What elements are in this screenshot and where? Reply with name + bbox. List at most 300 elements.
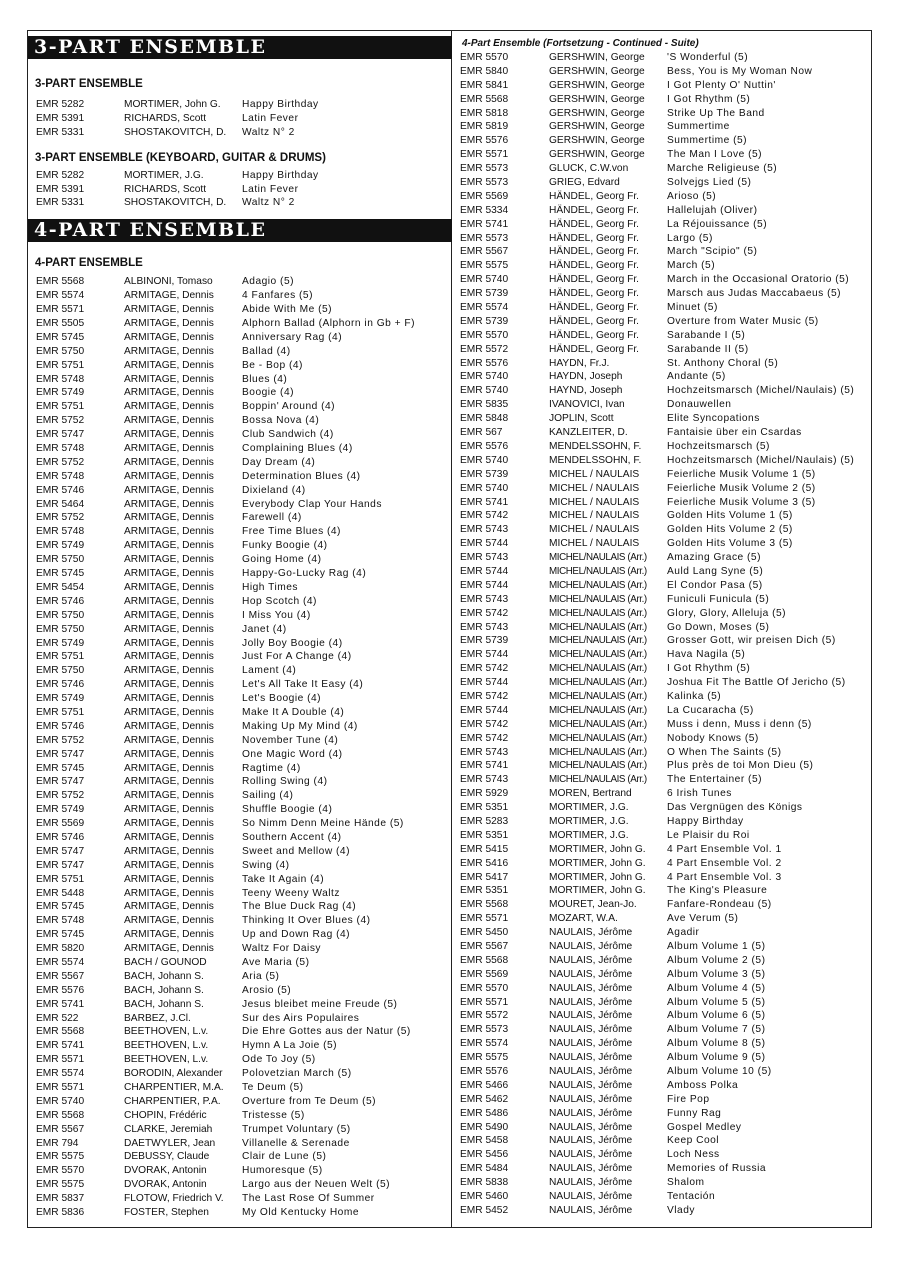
catalog-number: EMR 5743 <box>460 524 509 536</box>
catalog-row <box>456 954 866 968</box>
catalog-number: EMR 5351 <box>460 802 509 814</box>
catalog-number: EMR 5490 <box>460 1121 509 1133</box>
piece-title: 4 Part Ensemble Vol. 3 <box>667 871 782 883</box>
catalog-number: EMR 5282 <box>36 99 85 110</box>
composer: HAYND, Joseph <box>549 385 623 397</box>
piece-title: 4 Part Ensemble Vol. 2 <box>667 857 782 869</box>
piece-title: Anniversary Rag (4) <box>242 331 343 343</box>
catalog-row <box>27 345 452 359</box>
piece-title: Amboss Polka <box>667 1079 739 1091</box>
catalog-number: EMR 5571 <box>460 913 509 925</box>
catalog-number: EMR 5282 <box>36 169 85 181</box>
catalog-row <box>456 51 866 65</box>
composer: BACH, Johann S. <box>124 998 204 1010</box>
catalog-number: EMR 5575 <box>460 1052 509 1064</box>
composer: ARMITAGE, Dennis <box>124 484 214 496</box>
catalog-row <box>456 426 866 440</box>
piece-title: Villanelle & Serenade <box>242 1137 350 1149</box>
composer: ARMITAGE, Dennis <box>124 790 214 802</box>
composer: ARMITAGE, Dennis <box>124 540 214 552</box>
catalog-number: EMR 5569 <box>460 190 509 202</box>
composer: NAULAIS, Jérôme <box>549 1177 633 1189</box>
catalog-number: EMR 5454 <box>36 581 85 593</box>
catalog-row <box>456 634 866 648</box>
piece-title: Thinking It Over Blues (4) <box>242 915 371 927</box>
composer: HÄNDEL, Georg Fr. <box>549 232 640 244</box>
piece-title: Arioso (5) <box>667 190 717 202</box>
section-title-4-part: 4-PART ENSEMBLE <box>35 257 143 270</box>
catalog-number: EMR 5466 <box>460 1079 509 1091</box>
catalog-number: EMR 5573 <box>460 163 509 175</box>
catalog-row <box>27 567 452 581</box>
catalog-row <box>27 942 452 956</box>
catalog-row <box>456 773 866 787</box>
composer: MICHEL/NAULAIS (Arr.) <box>549 663 647 675</box>
right-column <box>456 0 866 1218</box>
composer: MOREN, Bertrand <box>549 788 632 800</box>
catalog-row <box>456 593 866 607</box>
catalog-row <box>456 1204 866 1218</box>
composer: MICHEL/NAULAIS (Arr.) <box>549 677 647 689</box>
catalog-number: EMR 5744 <box>460 538 509 550</box>
catalog-row <box>27 196 452 210</box>
piece-title: Strike Up The Band <box>667 107 765 119</box>
catalog-number: EMR 5391 <box>36 183 85 195</box>
piece-title: Tentación <box>667 1191 716 1203</box>
catalog-number: EMR 5841 <box>460 79 509 91</box>
composer: MICHEL/NAULAIS (Arr.) <box>549 579 647 591</box>
catalog-row <box>456 259 866 273</box>
piece-title: Clair de Lune (5) <box>242 1151 327 1163</box>
catalog-number: EMR 5741 <box>460 218 509 230</box>
catalog-row <box>27 1192 452 1206</box>
catalog-row <box>456 301 866 315</box>
catalog-number: EMR 5576 <box>36 984 85 996</box>
catalog-number: EMR 5818 <box>460 107 509 119</box>
catalog-number: EMR 522 <box>36 1012 79 1024</box>
piece-title: Blues (4) <box>242 373 288 385</box>
piece-title: Adagio (5) <box>242 276 295 288</box>
composer: ARMITAGE, Dennis <box>124 554 214 566</box>
piece-title: Plus près de toi Mon Dieu (5) <box>667 760 814 772</box>
piece-title: Album Volume 4 (5) <box>667 982 766 994</box>
catalog-number: EMR 567 <box>460 427 503 439</box>
catalog-row <box>27 845 452 859</box>
catalog-row <box>456 968 866 982</box>
catalog-number: EMR 5575 <box>460 260 509 272</box>
composer: ARMITAGE, Dennis <box>124 318 214 330</box>
piece-title: Hochzeitsmarsch (Michel/Naulais) (5) <box>667 385 855 397</box>
piece-title: Alphorn Ballad (Alphorn in Gb + F) <box>242 318 416 330</box>
catalog-number: EMR 5567 <box>460 246 509 258</box>
piece-title: Complaining Blues (4) <box>242 443 353 455</box>
piece-title: March in the Occasional Oratorio (5) <box>667 274 850 286</box>
piece-title: Dixieland (4) <box>242 484 306 496</box>
piece-title: Let's Boogie (4) <box>242 693 322 705</box>
catalog-row <box>27 525 452 539</box>
catalog-row <box>27 859 452 873</box>
catalog-row <box>456 65 866 79</box>
piece-title: Club Sandwich (4) <box>242 429 334 441</box>
catalog-row <box>456 551 866 565</box>
catalog-number: EMR 5743 <box>460 746 509 758</box>
catalog-number: EMR 5448 <box>36 887 85 899</box>
piece-title: Waltz N° 2 <box>242 126 295 138</box>
catalog-number: EMR 5452 <box>460 1204 509 1216</box>
composer: FOSTER, Stephen <box>124 1207 209 1219</box>
piece-title: Vlady <box>667 1204 695 1216</box>
piece-title: St. Anthony Choral (5) <box>667 357 779 369</box>
composer: NAULAIS, Jérôme <box>549 1038 633 1050</box>
composer: ARMITAGE, Dennis <box>124 915 214 927</box>
catalog-number: EMR 5574 <box>36 290 85 302</box>
catalog-number: EMR 5742 <box>460 510 509 522</box>
composer: HÄNDEL, Georg Fr. <box>549 274 640 286</box>
catalog-row <box>27 428 452 442</box>
composer: NAULAIS, Jérôme <box>549 1135 633 1147</box>
composer: NAULAIS, Jérôme <box>549 968 633 980</box>
piece-title: Album Volume 10 (5) <box>667 1066 772 1078</box>
piece-title: Keep Cool <box>667 1135 720 1147</box>
catalog-row <box>27 373 452 387</box>
catalog-row <box>456 732 866 746</box>
catalog-number: EMR 5746 <box>36 720 85 732</box>
catalog-number: EMR 5836 <box>36 1207 85 1219</box>
catalog-row <box>456 343 866 357</box>
catalog-number: EMR 5568 <box>460 93 509 105</box>
catalog-row <box>456 884 866 898</box>
composer: NAULAIS, Jérôme <box>549 1163 633 1175</box>
catalog-row <box>456 843 866 857</box>
catalog-row <box>456 1176 866 1190</box>
catalog-row <box>456 801 866 815</box>
catalog-number: EMR 5750 <box>36 345 85 357</box>
catalog-row <box>27 900 452 914</box>
catalog-number: EMR 5750 <box>36 665 85 677</box>
catalog-number: EMR 5334 <box>460 204 509 216</box>
composer: NAULAIS, Jérôme <box>549 1093 633 1105</box>
piece-title: Funky Boogie (4) <box>242 540 328 552</box>
catalog-row <box>456 162 866 176</box>
composer: ARMITAGE, Dennis <box>124 595 214 607</box>
composer: ARMITAGE, Dennis <box>124 734 214 746</box>
composer: GERSHWIN, George <box>549 52 645 63</box>
piece-title: Hava Nagila (5) <box>667 649 746 661</box>
composer: SHOSTAKOVITCH, D. <box>124 197 227 209</box>
catalog-row <box>456 273 866 287</box>
composer: ARMITAGE, Dennis <box>124 331 214 343</box>
catalog-row <box>27 400 452 414</box>
composer: MORTIMER, John G. <box>549 857 646 869</box>
composer: MICHEL/NAULAIS (Arr.) <box>549 718 647 730</box>
piece-title: Nobody Knows (5) <box>667 732 759 744</box>
piece-title: Sailing (4) <box>242 790 294 802</box>
composer: NAULAIS, Jérôme <box>549 1052 633 1064</box>
catalog-number: EMR 5747 <box>36 429 85 441</box>
catalog-number: EMR 5417 <box>460 871 509 883</box>
catalog-number: EMR 5749 <box>36 693 85 705</box>
catalog-number: EMR 5571 <box>460 996 509 1008</box>
catalog-row <box>456 204 866 218</box>
catalog-row <box>27 303 452 317</box>
catalog-number: EMR 5351 <box>460 885 509 897</box>
piece-title: Determination Blues (4) <box>242 470 361 482</box>
piece-title: 'S Wonderful (5) <box>667 52 749 63</box>
composer: CHARPENTIER, M.A. <box>124 1082 224 1093</box>
composer: ARMITAGE, Dennis <box>124 581 214 593</box>
continued-title: 4-Part Ensemble (Fortsetzung - Continued - Suite) <box>462 38 699 49</box>
catalog-row <box>27 498 452 512</box>
piece-title: Happy Birthday <box>242 169 319 181</box>
catalog-row <box>27 1137 452 1151</box>
catalog-row <box>456 676 866 690</box>
piece-title: Memories of Russia <box>667 1163 767 1175</box>
catalog-number: EMR 5568 <box>460 899 509 911</box>
piece-title: Le Plaisir du Roi <box>667 829 750 841</box>
catalog-number: EMR 5740 <box>460 371 509 383</box>
composer: MICHEL/NAULAIS (Arr.) <box>549 690 647 702</box>
catalog-row <box>456 176 866 190</box>
piece-title: Day Dream (4) <box>242 456 316 468</box>
composer: ARMITAGE, Dennis <box>124 304 214 316</box>
composer: GRIEG, Edvard <box>549 177 620 189</box>
catalog-row <box>456 315 866 329</box>
catalog-row <box>27 456 452 470</box>
catalog-number: EMR 5740 <box>460 454 509 466</box>
catalog-number: EMR 5751 <box>36 401 85 413</box>
catalog-row <box>456 787 866 801</box>
catalog-number: EMR 5486 <box>460 1107 509 1119</box>
composer: BEETHOVEN, L.v. <box>124 1026 209 1038</box>
catalog-number: EMR 5331 <box>36 126 85 138</box>
catalog-row <box>27 539 452 553</box>
composer: ARMITAGE, Dennis <box>124 387 214 399</box>
composer: CLARKE, Jeremiah <box>124 1123 213 1135</box>
piece-title: Go Down, Moses (5) <box>667 621 770 633</box>
piece-title: Latin Fever <box>242 112 299 124</box>
catalog-number: EMR 5743 <box>460 774 509 786</box>
catalog-row <box>456 648 866 662</box>
catalog-number: EMR 5840 <box>460 65 509 77</box>
catalog-row <box>456 93 866 107</box>
composer: ARMITAGE, Dennis <box>124 665 214 677</box>
catalog-number: EMR 5742 <box>460 690 509 702</box>
catalog-number: EMR 5747 <box>36 859 85 871</box>
catalog-number: EMR 5745 <box>36 331 85 343</box>
piece-title: Donauwellen <box>667 399 732 411</box>
catalog-row <box>456 1093 866 1107</box>
piece-title: Shalom <box>667 1177 705 1189</box>
catalog-row <box>27 317 452 331</box>
catalog-row <box>27 470 452 484</box>
composer: ARMITAGE, Dennis <box>124 429 214 441</box>
left-column <box>27 0 452 1220</box>
composer: NAULAIS, Jérôme <box>549 1010 633 1022</box>
catalog-row <box>27 169 452 183</box>
piece-title: Summertime <box>667 121 730 133</box>
catalog-row <box>456 398 866 412</box>
catalog-number: EMR 5752 <box>36 790 85 802</box>
composer: MICHEL/NAULAIS (Arr.) <box>549 649 647 661</box>
composer: ARMITAGE, Dennis <box>124 470 214 482</box>
piece-title: Just For A Change (4) <box>242 651 352 663</box>
catalog-row <box>27 664 452 678</box>
piece-title: Happy-Go-Lucky Rag (4) <box>242 568 367 580</box>
piece-title: Funny Rag <box>667 1107 722 1119</box>
composer: MICHEL/NAULAIS (Arr.) <box>549 635 647 647</box>
catalog-number: EMR 5744 <box>460 579 509 591</box>
catalog-row <box>456 1065 866 1079</box>
piece-title: Hymn A La Joie (5) <box>242 1040 338 1052</box>
catalog-number: EMR 5929 <box>460 788 509 800</box>
composer: ARMITAGE, Dennis <box>124 498 214 510</box>
composer: ARMITAGE, Dennis <box>124 901 214 913</box>
catalog-number: EMR 5752 <box>36 456 85 468</box>
piece-title: Muss i denn, Muss i denn (5) <box>667 718 812 730</box>
catalog-number: EMR 5746 <box>36 595 85 607</box>
catalog-row <box>456 621 866 635</box>
piece-title: Take It Again (4) <box>242 873 325 885</box>
list-4-part <box>27 275 452 1220</box>
piece-title: Joshua Fit The Battle Of Jericho (5) <box>667 677 846 689</box>
catalog-number: EMR 5751 <box>36 651 85 663</box>
composer: ARMITAGE, Dennis <box>124 929 214 941</box>
piece-title: The King's Pleasure <box>667 885 768 897</box>
composer: GERSHWIN, George <box>549 65 645 77</box>
catalog-row <box>27 1053 452 1067</box>
catalog-number: EMR 5576 <box>460 357 509 369</box>
catalog-number: EMR 5748 <box>36 373 85 385</box>
catalog-row <box>27 873 452 887</box>
catalog-number: EMR 5391 <box>36 112 85 124</box>
piece-title: Bess, You is My Woman Now <box>667 65 813 77</box>
composer: MICHEL/NAULAIS (Arr.) <box>549 552 647 564</box>
composer: HAYDN, Joseph <box>549 371 623 383</box>
piece-title: I Miss You (4) <box>242 609 311 621</box>
catalog-number: EMR 5351 <box>460 829 509 841</box>
catalog-number: EMR 5569 <box>460 968 509 980</box>
catalog-number: EMR 5747 <box>36 845 85 857</box>
catalog-row <box>456 120 866 134</box>
composer: RICHARDS, Scott <box>124 183 207 195</box>
catalog-number: EMR 5416 <box>460 857 509 869</box>
catalog-number: EMR 5568 <box>36 276 85 288</box>
piece-title: El Condor Pasa (5) <box>667 579 763 591</box>
catalog-row <box>27 1025 452 1039</box>
composer: HÄNDEL, Georg Fr. <box>549 329 640 341</box>
composer: DAETWYLER, Jean <box>124 1137 216 1149</box>
piece-title: Bossa Nova (4) <box>242 415 320 427</box>
piece-title: Be - Bop (4) <box>242 359 303 371</box>
composer: GERSHWIN, George <box>549 121 645 133</box>
composer: ARMITAGE, Dennis <box>124 706 214 718</box>
piece-title: La Réjouissance (5) <box>667 218 768 230</box>
catalog-number: EMR 5750 <box>36 609 85 621</box>
composer: ALBINONI, Tomaso <box>124 276 213 288</box>
piece-title: So Nimm Denn Meine Hände (5) <box>242 818 404 830</box>
catalog-number: EMR 5574 <box>460 302 509 314</box>
catalog-number: EMR 5837 <box>36 1193 85 1205</box>
composer: ARMITAGE, Dennis <box>124 776 214 788</box>
catalog-number: EMR 5820 <box>36 943 85 955</box>
piece-title: Farewell (4) <box>242 512 302 524</box>
composer: MICHEL / NAULAIS <box>549 468 640 480</box>
piece-title: Happy Birthday <box>242 99 319 110</box>
list-3-part-keyboard <box>27 169 452 211</box>
composer: MENDELSSOHN, F. <box>549 454 642 466</box>
composer: MOZART, W.A. <box>549 913 618 925</box>
piece-title: La Cucaracha (5) <box>667 704 754 716</box>
catalog-row <box>456 1107 866 1121</box>
catalog-row <box>27 928 452 942</box>
composer: ARMITAGE, Dennis <box>124 373 214 385</box>
catalog-row <box>456 190 866 204</box>
catalog-row <box>456 1148 866 1162</box>
catalog-number: EMR 5742 <box>460 663 509 675</box>
catalog-number: EMR 5745 <box>36 901 85 913</box>
composer: NAULAIS, Jérôme <box>549 1107 633 1119</box>
catalog-number: EMR 5746 <box>36 831 85 843</box>
catalog-number: EMR 794 <box>36 1137 79 1149</box>
catalog-number: EMR 5751 <box>36 706 85 718</box>
catalog-row <box>27 789 452 803</box>
composer: CHARPENTIER, P.A. <box>124 1095 221 1107</box>
catalog-number: EMR 5739 <box>460 288 509 300</box>
catalog-number: EMR 5749 <box>36 637 85 649</box>
catalog-row <box>27 112 452 126</box>
catalog-row <box>27 595 452 609</box>
catalog-number: EMR 5571 <box>460 149 509 161</box>
composer: MICHEL/NAULAIS (Arr.) <box>549 732 647 744</box>
catalog-row <box>27 1081 452 1095</box>
piece-title: Loch Ness <box>667 1149 720 1161</box>
composer: NAULAIS, Jérôme <box>549 1066 633 1078</box>
composer: MORTIMER, J.G. <box>549 829 629 841</box>
list-3-part <box>27 98 452 140</box>
catalog-number: EMR 5331 <box>36 197 85 209</box>
catalog-number: EMR 5505 <box>36 318 85 330</box>
catalog-row <box>27 637 452 651</box>
composer: ARMITAGE, Dennis <box>124 693 214 705</box>
catalog-row <box>456 982 866 996</box>
composer: ARMITAGE, Dennis <box>124 526 214 538</box>
catalog-number: EMR 5740 <box>36 1095 85 1107</box>
piece-title: 4 Part Ensemble Vol. 1 <box>667 843 782 855</box>
piece-title: Fire Pop <box>667 1093 710 1105</box>
catalog-row <box>27 1039 452 1053</box>
piece-title: Sur des Airs Populaires <box>242 1012 360 1024</box>
catalog-row <box>27 1178 452 1192</box>
catalog-row <box>456 898 866 912</box>
catalog-row <box>456 857 866 871</box>
piece-title: Summertime (5) <box>667 135 748 147</box>
catalog-row <box>456 1037 866 1051</box>
catalog-number: EMR 5742 <box>460 718 509 730</box>
catalog-row <box>456 79 866 93</box>
piece-title: March "Scipio" (5) <box>667 246 758 258</box>
catalog-number: EMR 5575 <box>36 1179 85 1191</box>
catalog-number: EMR 5743 <box>460 552 509 564</box>
catalog-row <box>456 829 866 843</box>
catalog-row <box>27 275 452 289</box>
catalog-row <box>27 803 452 817</box>
catalog-row <box>27 1164 452 1178</box>
catalog-row <box>27 817 452 831</box>
piece-title: Fanfare-Rondeau (5) <box>667 899 772 911</box>
catalog-row <box>456 454 866 468</box>
composer: ARMITAGE, Dennis <box>124 443 214 455</box>
piece-title: Golden Hits Volume 3 (5) <box>667 538 793 550</box>
